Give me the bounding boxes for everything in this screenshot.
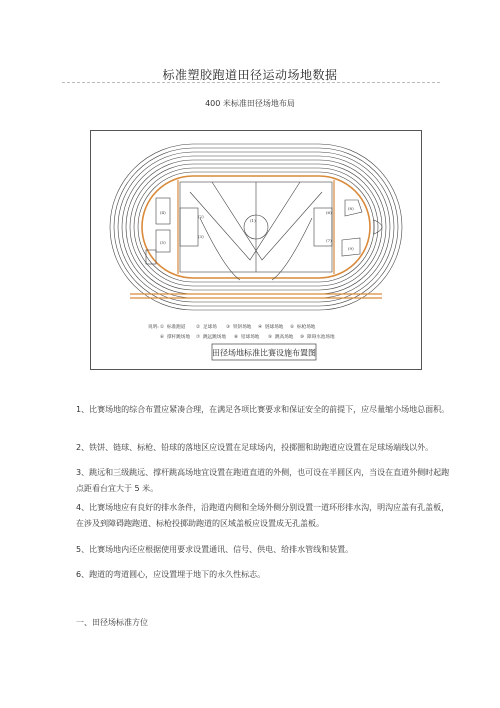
paragraph-3: 3、跳远和三级跳远、撑杆跳高场地宜设置在跑道直道的外侧，也可设在半圆区内，当设在直道外侧时起跑点距看台宜大于 5 米。	[76, 468, 450, 493]
legend-num: ②	[196, 325, 201, 330]
figure-subtitle: 400 米标准田径场地布局	[205, 99, 295, 108]
diagram-legend	[148, 323, 335, 340]
field-mark: (8)	[348, 206, 354, 211]
legend-label: 标枪场地	[297, 325, 316, 330]
field-mark: (2)	[198, 214, 204, 219]
legend-label: 足球场	[203, 325, 217, 330]
paragraph-6: 6、跑道的弯道圆心，应设置埋于地下的永久性标志。	[76, 570, 266, 579]
paragraph-5: 5、比赛场地内还应根据使用要求设置通讯、信号、供电、给排水管线和装置。	[76, 545, 354, 554]
paragraph-4: 4、比赛场地应有良好的排水条件，沿跑道内侧和全场外侧分别设置一道环形排水沟，明沟应盖有孔盖板，在涉及到障碍跑跑道、标枪投掷助跑道的区域盖板应设置成无孔盖板。	[76, 503, 450, 528]
legend-num: ④	[258, 325, 263, 330]
legend-num: ⑩	[300, 335, 305, 340]
legend-num: ①	[160, 325, 165, 330]
field-mark: (6)	[326, 210, 332, 215]
legend-label: 跳远跳场地	[203, 335, 226, 340]
field-mark: (1)	[250, 218, 256, 223]
field-mark: (7)	[326, 238, 332, 243]
legend-num: ⑤	[290, 325, 295, 330]
section-heading: 一、田径场标准方位	[76, 618, 148, 627]
field-mark: (5)	[160, 240, 166, 245]
paragraph-2: 2、铁饼、链球、标枪、铅球的落地区应设置在足球场内，投掷圈和助跑道应设置在足球场端线以外。	[76, 443, 434, 452]
legend-label: 链球场地	[265, 325, 284, 330]
legend-label: 撑杆跳场地	[167, 335, 190, 340]
legend-num: ⑥	[160, 335, 165, 340]
football-field	[180, 182, 332, 272]
paragraph-1: 1、比赛场地的综合布置应紧凑合理，在满足各项比赛要求和保证安全的前提下，应尽量缩小场地总面积。	[76, 405, 450, 414]
legend-label: 标准跑道	[167, 325, 186, 330]
field-mark: (4)	[160, 210, 166, 215]
legend-num: ③	[226, 325, 231, 330]
field-mark: (9)	[348, 246, 354, 251]
legend-num: ⑦	[196, 335, 201, 340]
diagram-caption: 田径场地标准比赛设施布置图	[212, 348, 316, 358]
legend-label: 障碍水池场地	[307, 335, 335, 340]
field-mark: (3)	[198, 234, 204, 239]
legend-num: ⑨	[268, 335, 273, 340]
legend-prefix: 说明:	[148, 325, 159, 330]
field-marks	[160, 206, 354, 251]
track-field-diagram	[90, 130, 422, 370]
legend-num: ⑧	[234, 335, 239, 340]
title-divider	[62, 82, 440, 83]
legend-label: 跳高场地	[275, 335, 294, 340]
legend-label: 铁饼场地	[233, 325, 252, 330]
legend-label: 铅球场地	[241, 335, 260, 340]
page-title: 标准塑胶跑道田径运动场地数据	[162, 68, 338, 82]
